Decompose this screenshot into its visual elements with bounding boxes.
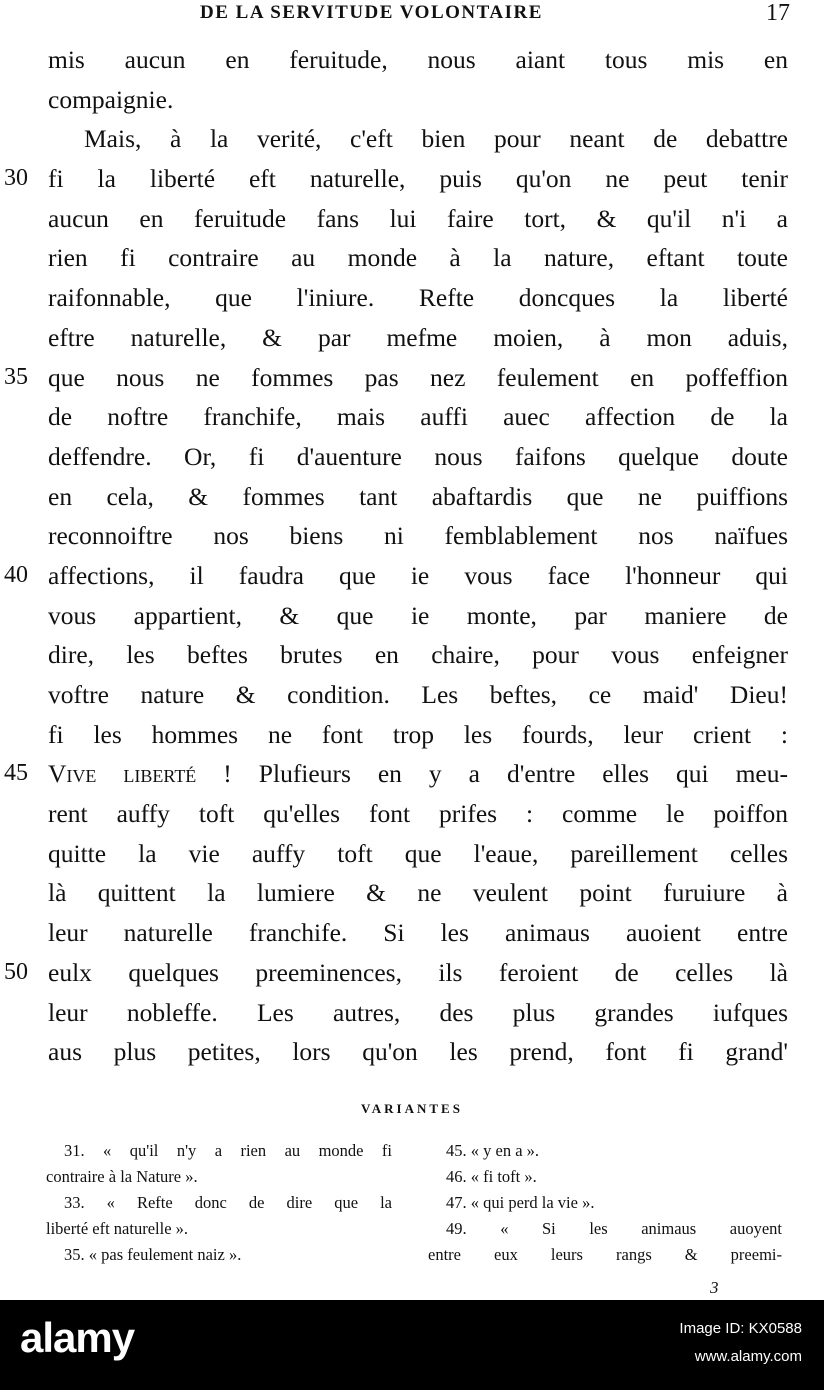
text-line — [48, 873, 788, 913]
text-line — [48, 516, 788, 556]
text-line — [48, 596, 788, 636]
watermark-footer — [0, 1300, 824, 1390]
text-line — [48, 119, 788, 159]
line-text: que nous ne fommes pas nez feulement en poffeffion — [48, 362, 788, 392]
variant-line: 31. « qu'il n'y a rien au monde fi — [64, 1141, 392, 1160]
variant-line: contraire à la Nature ». — [46, 1167, 198, 1186]
line-text: Plufieurs en y a d'entre elles qui meu- — [258, 759, 788, 789]
variant-line: entre eux leurs rangs & preemi- — [428, 1245, 782, 1264]
line-text: quitte la vie auffy toft que l'eaue, pareillement celles — [48, 838, 788, 868]
text-line — [4, 358, 788, 398]
line-number: 45 — [4, 760, 28, 787]
line-text: raifonnable, que l'iniure. Refte doncques la liberté — [48, 283, 788, 313]
line-text: mis aucun en feruitude, nous aiant tous mis en — [48, 45, 788, 74]
line-text: affections, il faudra que ie vous face l'honneur qui — [48, 560, 788, 590]
line-text: leur naturelle franchife. Si les animaus auoient entre — [48, 918, 788, 948]
line-number: 50 — [4, 958, 28, 985]
text-line — [48, 1032, 788, 1072]
text-line — [48, 675, 788, 715]
variants-right-column — [428, 1138, 782, 1268]
line-text: Mais, à la verité, c'eft bien pour neant de debattre — [84, 124, 788, 154]
text-line — [48, 913, 788, 953]
text-line — [48, 40, 788, 80]
text-line — [48, 834, 788, 874]
variants-heading: VARIANTES — [361, 1101, 463, 1116]
text-line — [48, 278, 788, 318]
line-text: aus plus petites, lors qu'on les prend, font fi grand' — [48, 1037, 788, 1067]
line-number: 35 — [4, 363, 28, 390]
variant-line: 45. « y en a ». — [446, 1141, 540, 1160]
line-text: rent auffy toft qu'elles font prifes : comme le poiffon — [48, 799, 788, 829]
line-text: voftre nature & condition. Les beftes, ce maid' Dieu! — [48, 680, 788, 709]
brand-logo: alamy — [20, 1314, 135, 1361]
variant-line: 33. « Refte donc de dire que la — [64, 1193, 392, 1212]
text-line — [48, 318, 788, 358]
page-header — [0, 0, 824, 28]
line-number: 30 — [4, 165, 28, 192]
text-line — [48, 437, 788, 477]
line-text: reconnoiftre nos biens ni femblablement nos naïfues — [48, 521, 788, 551]
image-id-label: Image ID: KX0588 — [679, 1320, 802, 1337]
line-number: 40 — [4, 561, 28, 588]
text-line — [4, 159, 788, 199]
variants-left-column — [46, 1138, 392, 1268]
variant-line: 46. « fi toft ». — [446, 1167, 537, 1186]
line-text: en cela, & fommes tant abaftardis que ne puiffions — [48, 481, 788, 511]
line-text: là quittent la lumiere & ne veulent point furuiure à — [48, 878, 788, 908]
text-line — [48, 794, 788, 834]
line-text: de noftre franchife, mais auffi auec affection de la — [48, 402, 788, 432]
text-line — [48, 715, 788, 755]
line-text: dire, les beftes brutes en chaire, pour vous enfeigner — [48, 640, 788, 670]
text-line — [48, 993, 788, 1033]
line-text: rien fi contraire au monde à la nature, eftant toute — [48, 243, 788, 273]
line-text: aucun en feruitude fans lui faire tort, & qu'il n'i a — [48, 203, 788, 233]
line-text: vous appartient, & que ie monte, par maniere de — [48, 600, 788, 630]
running-title: DE LA SERVITUDE VOLONTAIRE — [200, 2, 543, 23]
line-text: fi les hommes ne font trop les fourds, leur crient : — [48, 719, 788, 749]
text-line — [48, 635, 788, 675]
page-number: 17 — [766, 0, 790, 26]
variant-line: 47. « qui perd la vie ». — [446, 1193, 595, 1212]
line-text: eulx quelques preeminences, ils feroient de celles là — [48, 957, 788, 987]
signature-mark: 3 — [710, 1278, 719, 1297]
text-line — [4, 953, 788, 993]
line-text: eftre naturelle, & par mefme moien, à mon aduis, — [48, 322, 788, 352]
text-line — [4, 556, 788, 596]
site-url-label: www.alamy.com — [694, 1348, 802, 1365]
text-line — [48, 238, 788, 278]
line-text: leur nobleffe. Les autres, des plus grandes iufques — [48, 997, 788, 1027]
variant-line: 49. « Si les animaus auoyent — [446, 1219, 782, 1238]
variant-line: liberté eft naturelle ». — [46, 1219, 189, 1238]
text-line — [48, 199, 788, 239]
variant-line: 35. « pas feulement naiz ». — [64, 1245, 242, 1264]
main-text — [4, 40, 788, 1072]
small-caps-text: Vive liberté ! — [48, 759, 259, 789]
text-line — [48, 397, 788, 437]
line-text: fi la liberté eft naturelle, puis qu'on ne peut tenir — [48, 164, 788, 194]
line-text: compaignie. — [48, 84, 174, 114]
text-line — [4, 754, 788, 794]
text-line — [48, 80, 788, 120]
line-text: deffendre. Or, fi d'auenture nous faifons quelque doute — [48, 441, 788, 471]
text-line — [48, 477, 788, 517]
